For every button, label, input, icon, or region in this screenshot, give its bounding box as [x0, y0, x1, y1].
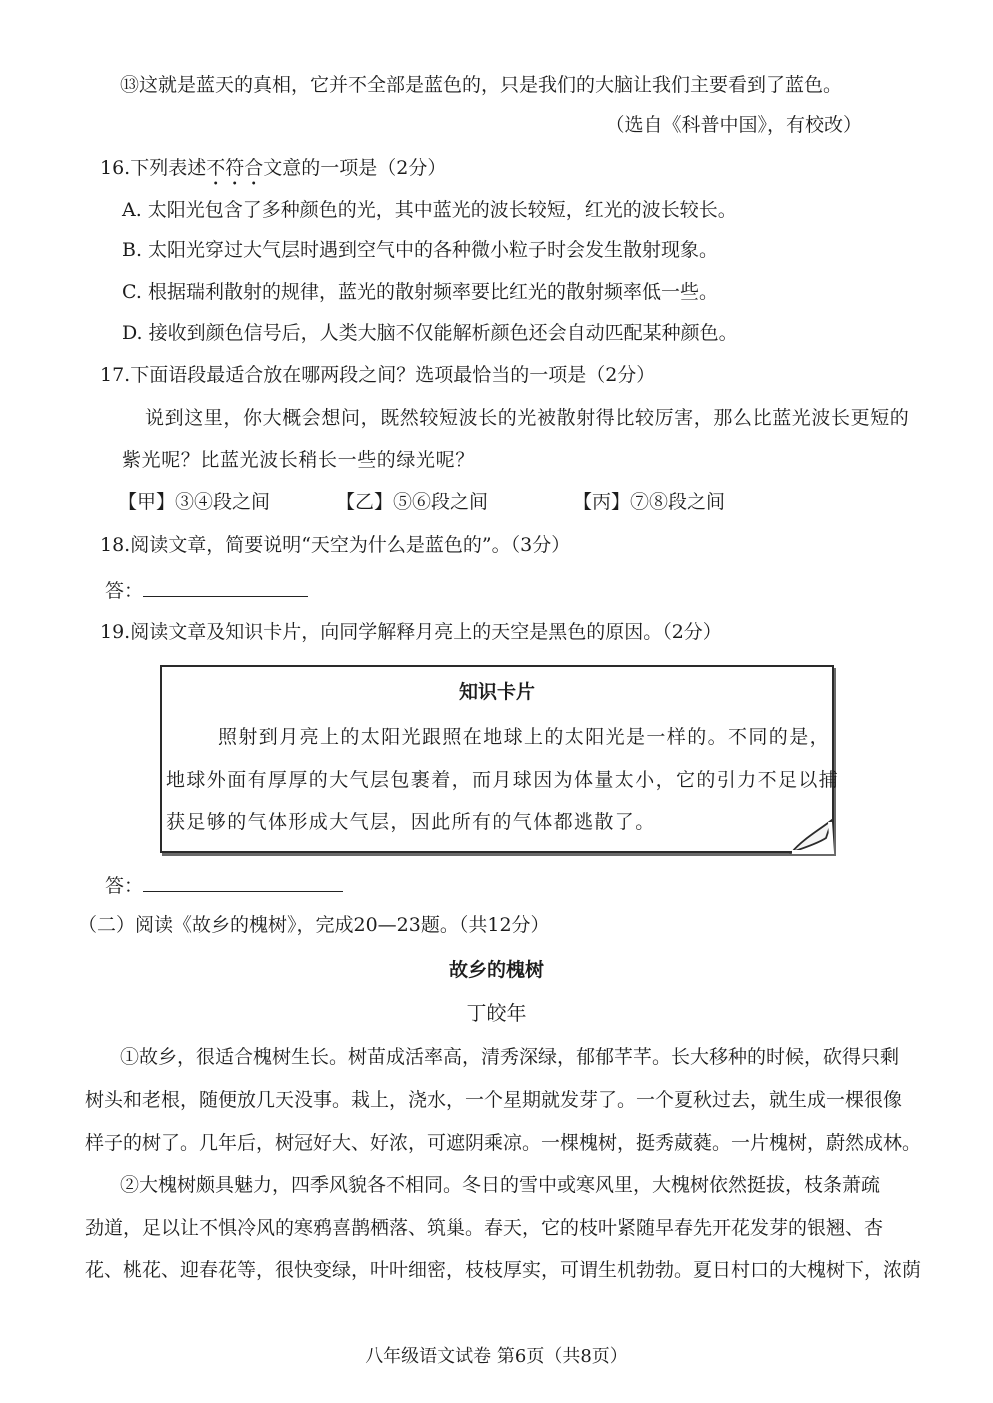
- source-note: （选自《科普中国》，有校改）: [605, 114, 862, 136]
- question-16-stem-pre: 16.下列表述: [100, 157, 207, 179]
- section-2-heading: （二）阅读《故乡的槐树》，完成20—23题。（共12分）: [78, 914, 550, 936]
- knowledge-card-line-3: 获足够的气体形成大气层，因此所有的气体都逃散了。: [166, 811, 656, 833]
- knowledge-card-title: 知识卡片: [458, 681, 535, 703]
- paragraph-1-line-2: 树头和老根，随便放几天没事。栽上，浇水，一个星期就发芽了。一个夏秋过去，就生成一棵很像: [85, 1089, 903, 1111]
- knowledge-card-line-2: 地球外面有厚厚的大气层包裹着，而月球因为体量太小，它的引力不足以捕: [166, 769, 840, 791]
- knowledge-card-line-1: 照射到月亮上的太阳光跟照在地球上的太阳光是一样的。不同的是，: [218, 726, 831, 748]
- knowledge-card: [160, 665, 840, 853]
- answer-blank-line: [143, 578, 308, 597]
- question-17-stem: 17.下面语段最适合放在哪两段之间？选项最恰当的一项是（2分）: [100, 364, 656, 386]
- paragraph-2-line-1: ②大槐树颇具魅力，四季风貌各不相同。冬日的雪中或寒风里，大槐树依然挺拔，枝条萧疏: [120, 1174, 881, 1196]
- question-17-option-yi: 【乙】⑤⑥段之间: [336, 491, 489, 513]
- answer-blank-line: [143, 873, 343, 892]
- answer-label: 答：: [105, 875, 144, 897]
- question-19-stem: 19.阅读文章及知识卡片，向同学解释月亮上的天空是黑色的原因。（2分）: [100, 621, 722, 643]
- paragraph-1-line-3: 样子的树了。几年后，树冠好大、好浓，可遮阴乘凉。一棵槐树，挺秀葳蕤。一片槐树，蔚然成林。: [85, 1132, 922, 1154]
- question-16-stem: [100, 156, 446, 190]
- question-16-option-c: C. 根据瑞利散射的规律，蓝光的散射频率要比红光的散射频率低一些。: [122, 281, 718, 303]
- question-16-stem-post: 文意的一项是（2分）: [263, 157, 447, 179]
- folded-corner-icon: [786, 818, 836, 854]
- paragraph-1-line-1: ①故乡，很适合槐树生长。树苗成活率高，清秀深绿，郁郁芊芊。长大移种的时候，砍得只剩: [120, 1046, 900, 1068]
- article-author: 丁皎年: [466, 1001, 527, 1025]
- question-16-emphasis: 不符合: [206, 157, 264, 179]
- question-16-option-d: D. 接收到颜色信号后，人类大脑不仅能解析颜色还会自动匹配某种颜色。: [122, 322, 738, 344]
- question-17-passage-line-1: 说到这里，你大概会想问，既然较短波长的光被散射得比较厉害，那么比蓝光波长更短的: [145, 407, 910, 429]
- paragraph-13: ⑬这就是蓝天的真相，它并不全部是蓝色的，只是我们的大脑让我们主要看到了蓝色。: [120, 74, 843, 96]
- paragraph-2-line-2: 劲道，足以让不惧冷风的寒鸦喜鹊栖落、筑巢。春天，它的枝叶紧随早春先开花发芽的银翘、杏: [85, 1217, 884, 1239]
- question-16-option-a: A. 太阳光包含了多种颜色的光，其中蓝光的波长较短，红光的波长较长。: [122, 199, 737, 221]
- question-17-option-jia: 【甲】③④段之间: [118, 491, 271, 513]
- question-19-answer: [105, 873, 343, 898]
- question-17-option-bing: 【丙】⑦⑧段之间: [573, 491, 726, 513]
- paragraph-2-line-3: 花、桃花、迎春花等，很快变绿，叶叶细密，枝枝厚实，可谓生机勃勃。夏日村口的大槐树下，浓荫: [85, 1259, 922, 1281]
- article-title: 故乡的槐树: [448, 959, 544, 981]
- question-18-answer: [105, 578, 308, 603]
- answer-label: 答：: [105, 580, 144, 602]
- question-18-stem: 18.阅读文章，简要说明“天空为什么是蓝色的”。（3分）: [100, 534, 571, 556]
- page-footer: 八年级语文试卷 第6页（共8页）: [365, 1346, 628, 1367]
- question-17-passage-line-2: 紫光呢？比蓝光波长稍长一些的绿光呢？: [122, 449, 475, 471]
- question-16-option-b: B. 太阳光穿过大气层时遇到空气中的各种微小粒子时会发生散射现象。: [122, 239, 719, 261]
